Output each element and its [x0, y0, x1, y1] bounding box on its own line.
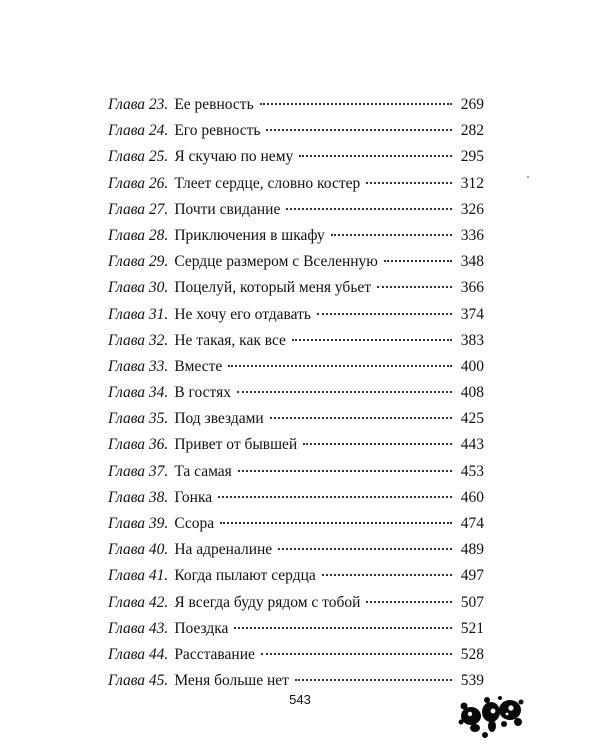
chapter-title: Поездка [174, 619, 229, 637]
chapter-label: Глава 26. [108, 174, 169, 192]
dot-leader [237, 391, 452, 393]
dot-leader [266, 129, 452, 131]
chapter-label: Глава 32. [108, 331, 169, 349]
chapter-label: Глава 43. [108, 619, 169, 637]
chapter-page-number: 453 [460, 462, 484, 480]
chapter-page-number: 474 [460, 515, 484, 532]
dot-leader [384, 260, 452, 262]
chapter-title: В гостях [174, 384, 231, 402]
chapter-page-number: 507 [460, 593, 484, 611]
chapter-page-number: 497 [460, 567, 484, 585]
toc-entry [108, 590, 484, 616]
chapter-page-number: 326 [460, 200, 484, 218]
chapter-label: Глава 23. [108, 96, 169, 113]
toc-entry [108, 92, 484, 118]
chapter-title: Не хочу его отдавать [174, 305, 311, 323]
toc-entry [108, 249, 484, 275]
dot-leader [260, 103, 452, 105]
toc-entry [108, 328, 484, 354]
chapter-title: Его ревность [174, 122, 261, 140]
dot-leader [218, 496, 452, 498]
dot-leader [317, 313, 452, 315]
chapter-label: Глава 41. [108, 567, 169, 585]
chapter-title: На адреналине [174, 541, 273, 559]
chapter-title: Под звездами [174, 410, 264, 428]
dot-leader [286, 208, 452, 210]
toc-entry [108, 668, 484, 694]
chapter-title: Я всегда буду рядом с тобой [174, 593, 361, 611]
chapter-title: Почти свидание [174, 200, 281, 218]
chapter-title: Вместе [174, 357, 223, 375]
chapter-page-number: 269 [460, 96, 484, 113]
chapter-page-number: 539 [460, 672, 484, 690]
chapter-title: Гонка [174, 488, 213, 506]
dot-leader [322, 574, 452, 576]
toc-entry [108, 537, 484, 563]
chapter-title: Ее ревность [174, 96, 254, 113]
toc-entry [108, 432, 484, 458]
chapter-title: Та самая [174, 462, 232, 480]
chapter-page-number: 408 [460, 384, 484, 402]
chapter-page-number: 489 [460, 541, 484, 559]
chapter-label: Глава 25. [108, 148, 169, 166]
toc-entry [108, 406, 484, 432]
toc-entry [108, 642, 484, 668]
chapter-title: Расставание [174, 645, 255, 663]
chapter-title: Привет от бывшей [174, 436, 298, 454]
chapter-label: Глава 45. [108, 672, 169, 690]
ink-splatter-logo-icon [458, 690, 524, 740]
chapter-page-number: 521 [460, 619, 484, 637]
chapter-page-number: 374 [460, 305, 484, 323]
toc-entry [108, 118, 484, 144]
chapter-label: Глава 34. [108, 384, 169, 402]
chapter-label: Глава 39. [108, 515, 169, 532]
toc-entry [108, 275, 484, 301]
toc-entry [108, 354, 484, 380]
chapter-page-number: 295 [460, 148, 484, 166]
chapter-label: Глава 44. [108, 645, 169, 663]
scan-speck [527, 176, 529, 178]
table-of-contents [108, 92, 484, 694]
chapter-label: Глава 28. [108, 226, 169, 244]
dot-leader [366, 182, 452, 184]
chapter-title: Когда пылают сердца [174, 567, 316, 585]
dot-leader [295, 679, 452, 681]
chapter-page-number: 348 [460, 253, 484, 271]
chapter-label: Глава 36. [108, 436, 169, 454]
toc-entry [108, 302, 484, 328]
dot-leader [228, 365, 452, 367]
chapter-title: Сердце размером с Вселенную [174, 253, 378, 271]
toc-entry [108, 616, 484, 642]
dot-leader [270, 417, 452, 419]
chapter-title: Тлеет сердце, словно костер [174, 174, 361, 192]
dot-leader [292, 339, 452, 341]
chapter-page-number: 383 [460, 331, 484, 349]
chapter-page-number: 366 [460, 279, 484, 297]
page-number: 543 [289, 692, 311, 707]
chapter-label: Глава 40. [108, 541, 169, 559]
dot-leader [220, 522, 452, 524]
chapter-page-number: 460 [460, 488, 484, 506]
chapter-title: Приключения в шкафу [174, 226, 325, 244]
dot-leader [377, 286, 452, 288]
chapter-page-number: 443 [460, 436, 484, 454]
chapter-title: Не такая, как все [174, 331, 286, 349]
chapter-page-number: 528 [460, 645, 484, 663]
chapter-page-number: 336 [460, 226, 484, 244]
chapter-title: Меня больше нет [174, 672, 289, 690]
toc-entry [108, 223, 484, 249]
chapter-label: Глава 27. [108, 200, 169, 218]
chapter-label: Глава 30. [108, 279, 169, 297]
dot-leader [366, 601, 452, 603]
chapter-label: Глава 33. [108, 357, 169, 375]
toc-entry [108, 511, 484, 537]
toc-entry [108, 171, 484, 197]
dot-leader [303, 443, 452, 445]
chapter-page-number: 425 [460, 410, 484, 428]
chapter-page-number: 312 [460, 174, 484, 192]
chapter-page-number: 400 [460, 357, 484, 375]
chapter-label: Глава 35. [108, 410, 169, 428]
dot-leader [261, 653, 452, 655]
chapter-title: Ссора [174, 515, 215, 532]
chapter-label: Глава 38. [108, 488, 169, 506]
chapter-title: Поцелуй, который меня убьет [174, 279, 372, 297]
toc-entry [108, 144, 484, 170]
toc-entry [108, 563, 484, 589]
chapter-title: Я скучаю по нему [174, 148, 294, 166]
dot-leader [299, 155, 452, 157]
chapter-label: Глава 42. [108, 593, 169, 611]
toc-entry [108, 380, 484, 406]
dot-leader [331, 234, 452, 236]
chapter-page-number: 282 [460, 122, 484, 140]
toc-entry [108, 485, 484, 511]
toc-entry [108, 459, 484, 485]
chapter-label: Глава 37. [108, 462, 169, 480]
chapter-label: Глава 24. [108, 122, 169, 140]
toc-entry [108, 197, 484, 223]
dot-leader [278, 548, 452, 550]
dot-leader [238, 470, 452, 472]
chapter-label: Глава 31. [108, 305, 169, 323]
chapter-label: Глава 29. [108, 253, 169, 271]
dot-leader [234, 627, 452, 629]
